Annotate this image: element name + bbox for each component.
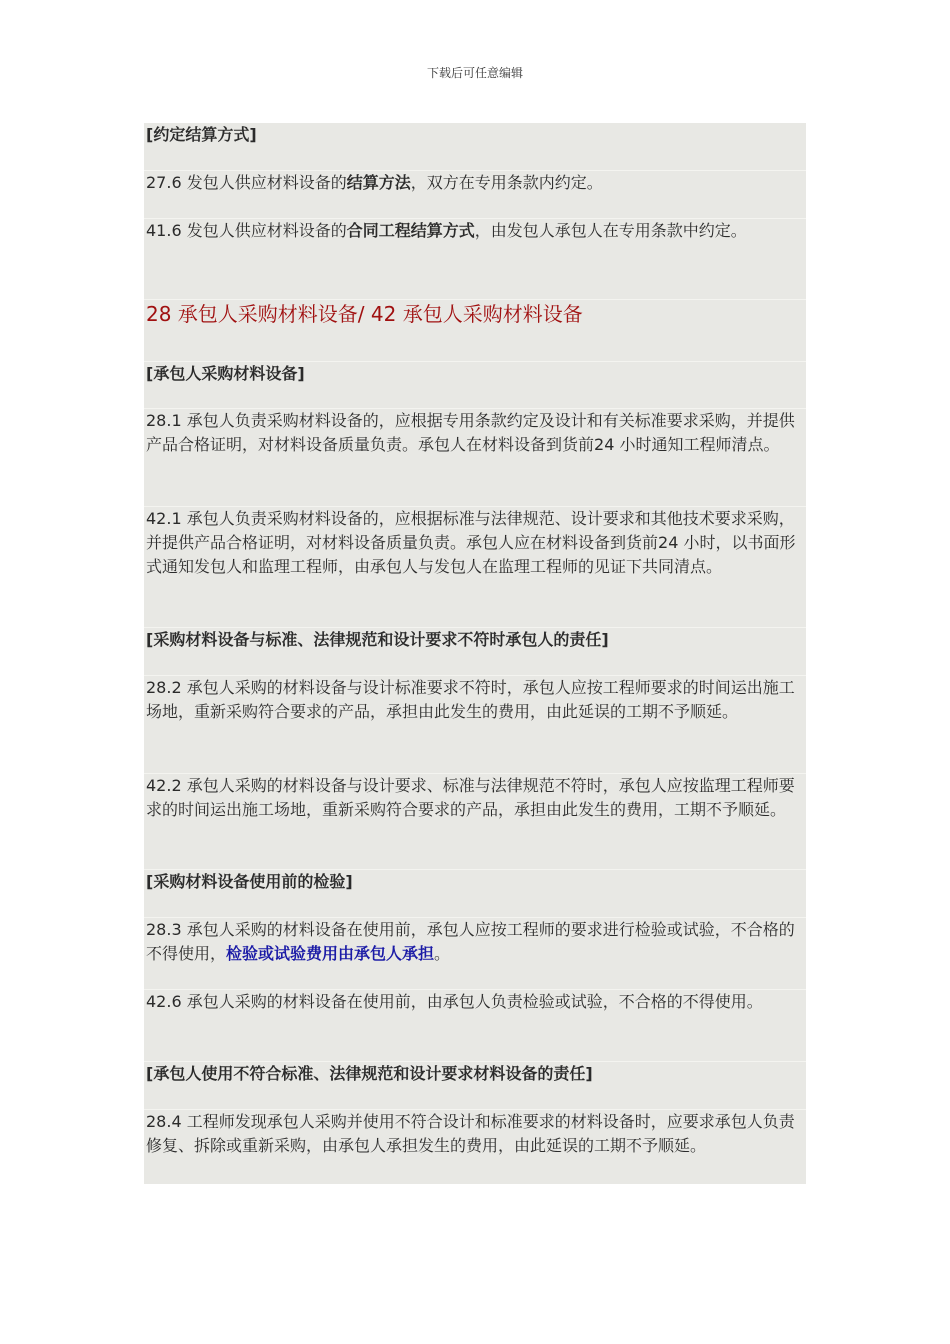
clause-text: 小时通知工程师清点。 xyxy=(614,435,780,454)
clause-number: 28.2 xyxy=(146,678,182,697)
clause-42-1 xyxy=(144,506,806,579)
clause-text: 。 xyxy=(434,944,451,963)
clause-text: ，双方在专用条款内约定。 xyxy=(410,173,603,192)
clause-highlight-text: 检验或试验费用由承包人承担 xyxy=(226,944,435,963)
clause-text: 承包人采购的材料设备在使用前，承包人应按工程师的要求进行检验或试验，不合格的不得使用， xyxy=(146,920,795,963)
clause-text: ，由发包人承包人在专用条款中约定。 xyxy=(474,221,747,240)
clause-bold-text: 合同工程结算方式 xyxy=(346,221,475,240)
heading-pre-use-inspection: [采购材料设备使用前的检验] xyxy=(144,869,806,894)
clause-27-6 xyxy=(144,170,806,195)
clause-41-6 xyxy=(144,218,806,243)
heading-settlement-method: [约定结算方式] xyxy=(146,125,257,144)
heading-nonconforming-purchase: [采购材料设备与标准、法律规范和设计要求不符时承包人的责任] xyxy=(144,627,806,652)
clause-text: 发包人供应材料设备的 xyxy=(181,173,347,192)
clause-number: 42.2 xyxy=(146,776,182,795)
clause-28-2 xyxy=(144,675,806,724)
document-body xyxy=(144,123,806,1184)
clause-text: 承包人采购的材料设备与设计标准要求不符时，承包人应按工程师要求的时间运出施工场地，重新采购符合要求的产品，承担由此发生的费用，由此延误的工期不予顺延。 xyxy=(146,678,795,721)
clause-number: 41.6 xyxy=(146,221,182,240)
clause-42-6 xyxy=(144,989,806,1014)
clause-text: 工程师发现承包人采购并使用不符合设计和标准要求的材料设备时，应要求承包人负责修复、拆除或重新采购，由承包人承担发生的费用，由此延误的工期不予顺延。 xyxy=(146,1112,795,1155)
clause-number: 28.3 xyxy=(146,920,182,939)
clause-number: 42.6 xyxy=(146,992,182,1011)
heading-contractor-liability: [承包人使用不符合标准、法律规范和设计要求材料设备的责任] xyxy=(144,1061,806,1086)
page-header-note: 下载后可任意编辑 xyxy=(426,66,523,80)
clause-bold-text: 结算方法 xyxy=(346,173,411,192)
clause-text: 发包人供应材料设备的 xyxy=(181,221,347,240)
clause-28-1 xyxy=(144,408,806,457)
clause-text: 承包人负责采购材料设备的，应根据标准与法律规范、设计要求和其他技术要求采购，并提供产品合格证明，对材料设备质量负责。承包人应在材料设备到货前 xyxy=(146,509,795,552)
clause-28-4 xyxy=(144,1109,806,1158)
clause-28-3 xyxy=(144,917,806,966)
clause-text: 承包人采购的材料设备与设计要求、标准与法律规范不符时，承包人应按监理工程师要求的时间运出施工场地，重新采购符合要求的产品，承担由此发生的费用，工期不予顺延。 xyxy=(146,776,795,819)
clause-number: 28.1 xyxy=(146,411,182,430)
clause-42-2 xyxy=(144,773,806,822)
clause-number-inline: 24 xyxy=(594,435,615,454)
clause-text: 承包人负责采购材料设备的，应根据专用条款约定及设计和有关标准要求采购，并提供产品合格证明，对材料设备质量负责。承包人在材料设备到货前 xyxy=(146,411,795,454)
clause-number: 28.4 xyxy=(146,1112,182,1131)
section-title: 28 承包人采购材料设备/ 42 承包人采购材料设备 xyxy=(144,299,806,328)
clause-text: 承包人采购的材料设备在使用前，由承包人负责检验或试验，不合格的不得使用。 xyxy=(181,992,763,1011)
clause-number-inline: 24 xyxy=(658,533,679,552)
clause-number: 27.6 xyxy=(146,173,182,192)
clause-text: 小时，以书面形式通知发包人和监理工程师，由承包人与发包人在监理工程师的见证下共同清点。 xyxy=(146,533,796,576)
heading-contractor-purchase: [承包人采购材料设备] xyxy=(144,361,806,386)
clause-number: 42.1 xyxy=(146,509,182,528)
